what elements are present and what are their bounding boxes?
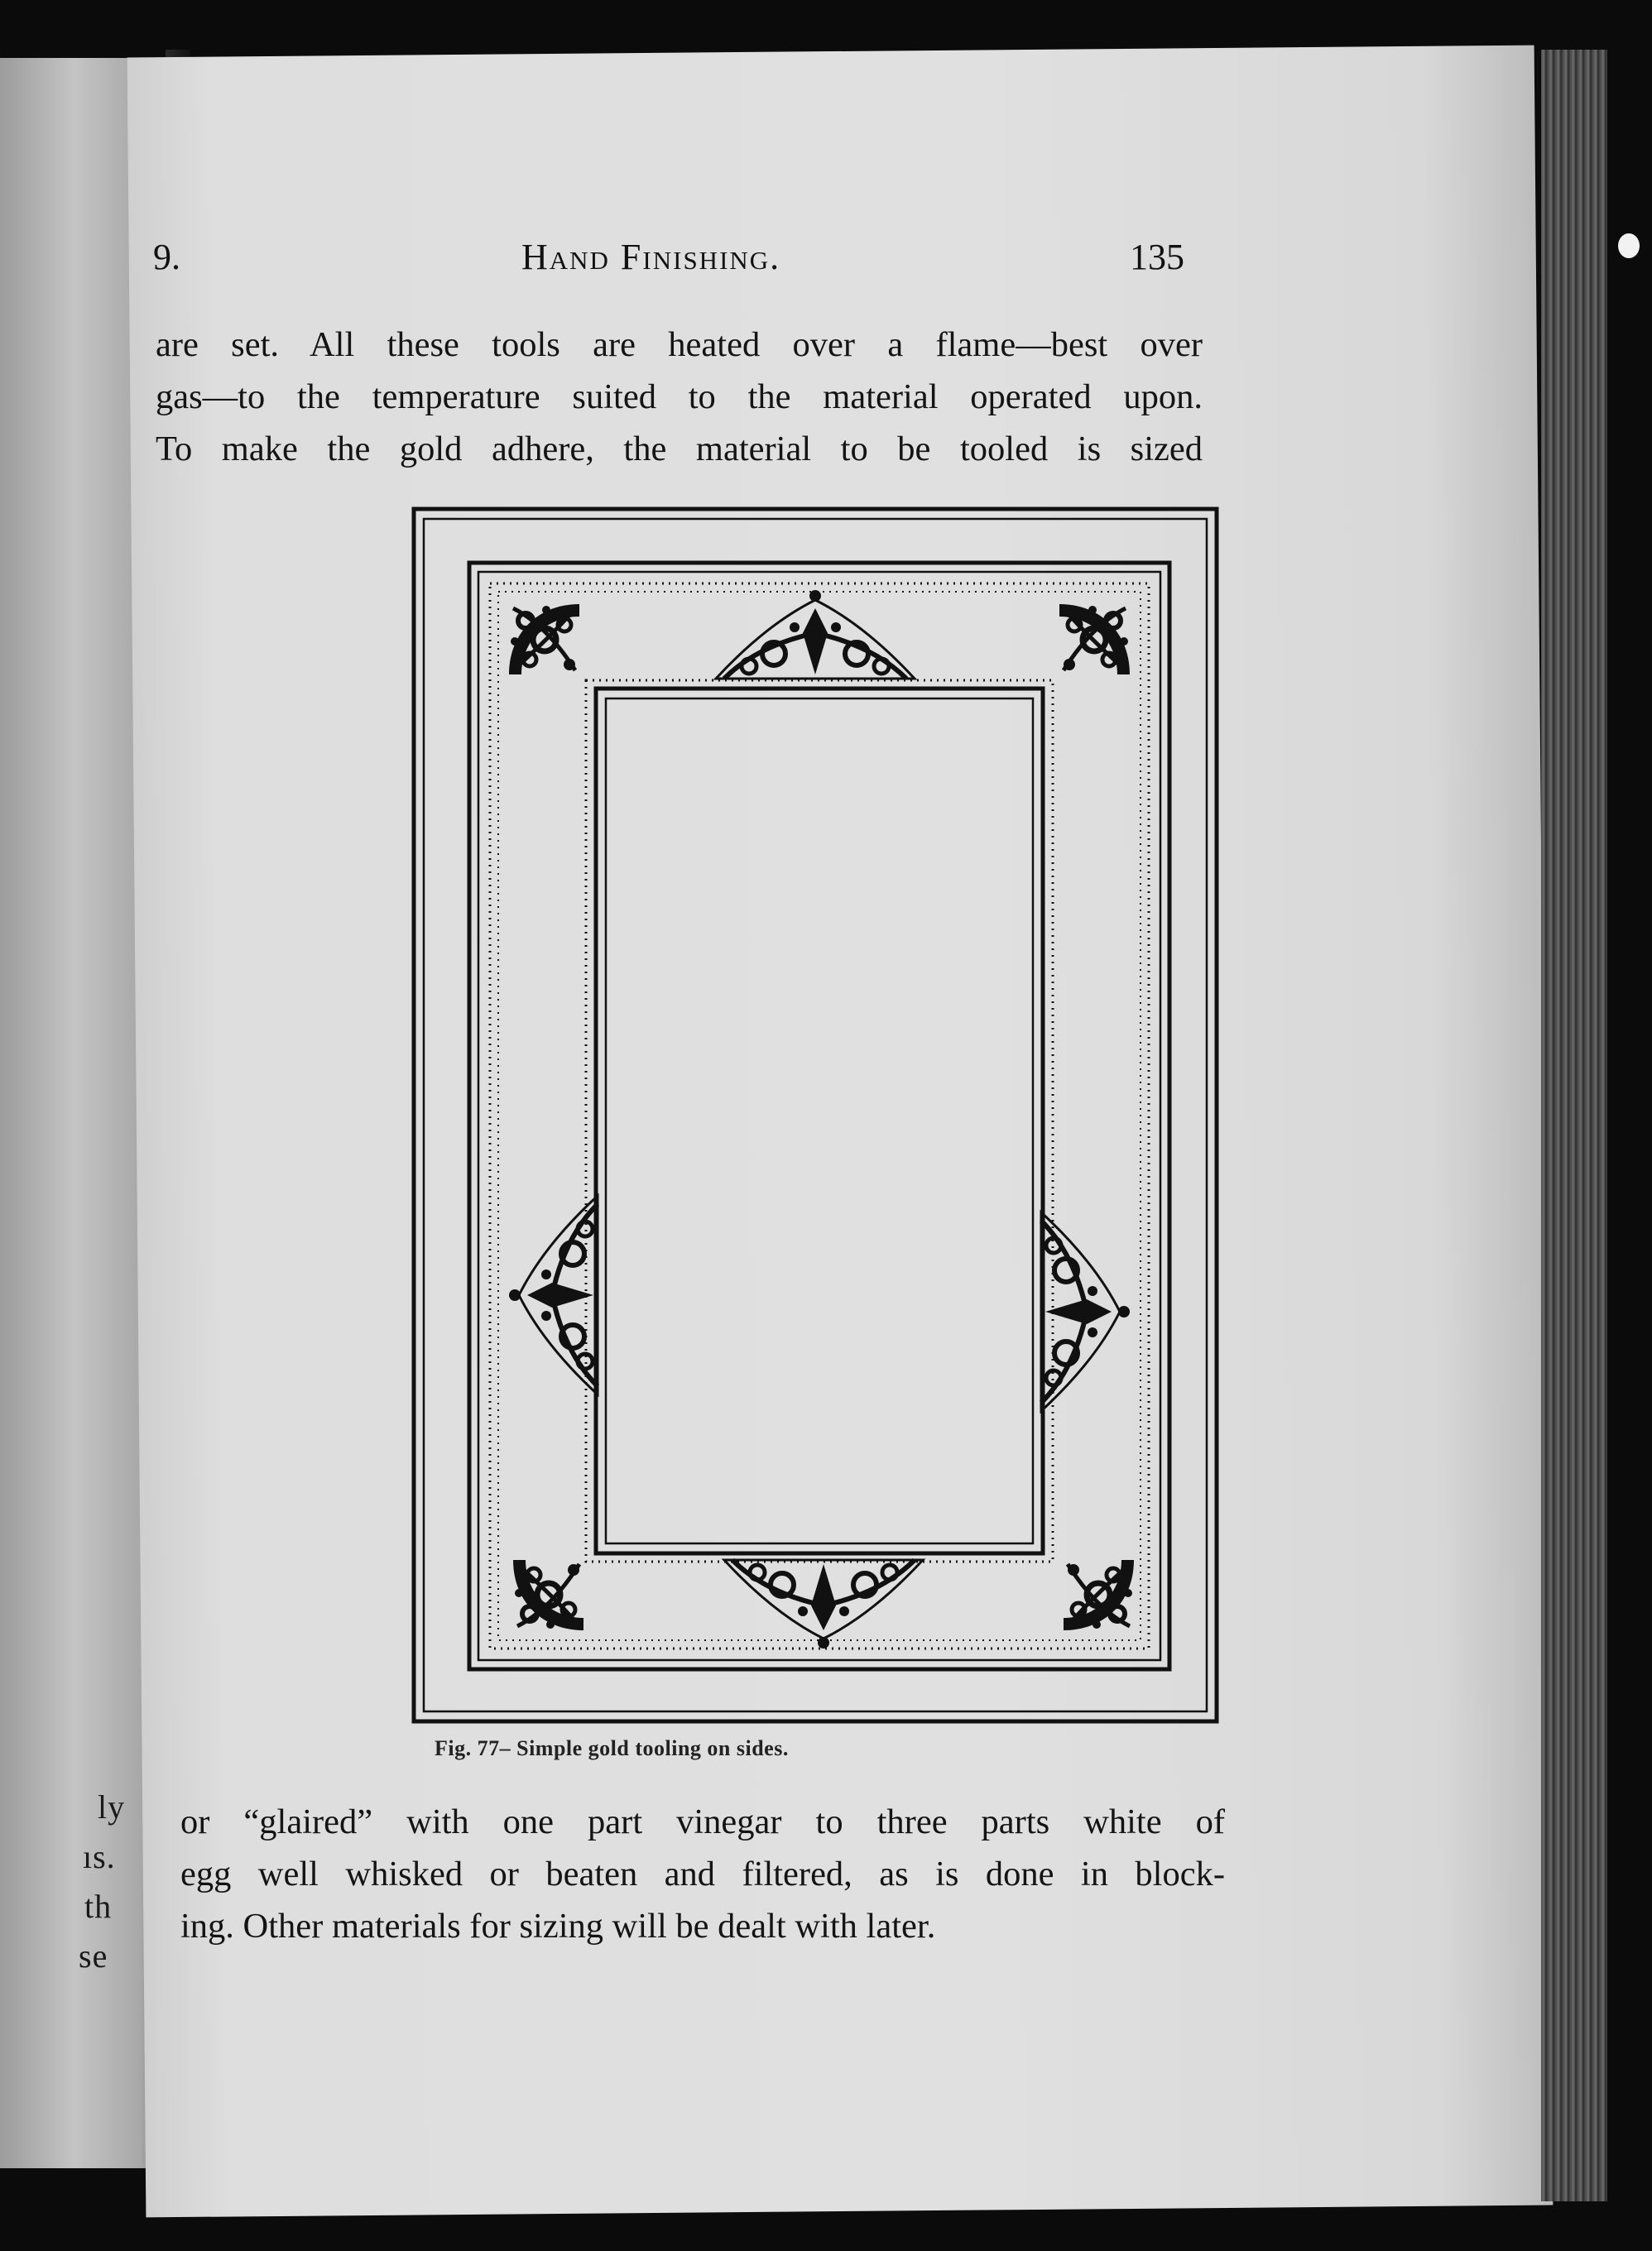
left-page-fragment: se [79, 1937, 108, 1975]
figure-caption: Fig. 77– Simple gold tooling on sides. [435, 1736, 789, 1760]
chapter-number: 9. [153, 237, 180, 277]
running-title: Hand Finishing. [521, 237, 781, 277]
text-line: egg well whisked or beaten and filtered, as is done in block- [180, 1855, 1225, 1893]
outer-frame [414, 509, 1217, 1721]
text-line: or “glaired” with one part vinegar to three parts white of [180, 1802, 1225, 1841]
text-line: ing. Other materials for sizing will be dealt with later. [180, 1907, 936, 1946]
dotted-border [490, 583, 1149, 1649]
left-page-fragment: ly [98, 1788, 126, 1826]
paragraph-bottom [180, 1796, 1225, 1952]
text-line: To make the gold adhere, the material to be tooled is sized [156, 430, 1203, 468]
figure-gold-tooling-illustration [273, 463, 1262, 1742]
scan-mark [1618, 233, 1640, 258]
left-page-fragment: th [84, 1888, 113, 1925]
page-number: 135 [1130, 237, 1184, 277]
text-line: gas—to the temperature suited to the material operated upon. [156, 377, 1203, 416]
paragraph-top [156, 319, 1203, 475]
inner-panel-frame [596, 689, 1043, 1553]
middle-frame [469, 563, 1169, 1669]
text-line: are set. All these tools are heated over a flame—best over [156, 325, 1203, 364]
left-page-fragment: ıs. [83, 1838, 116, 1875]
page-edges [1541, 50, 1607, 2201]
